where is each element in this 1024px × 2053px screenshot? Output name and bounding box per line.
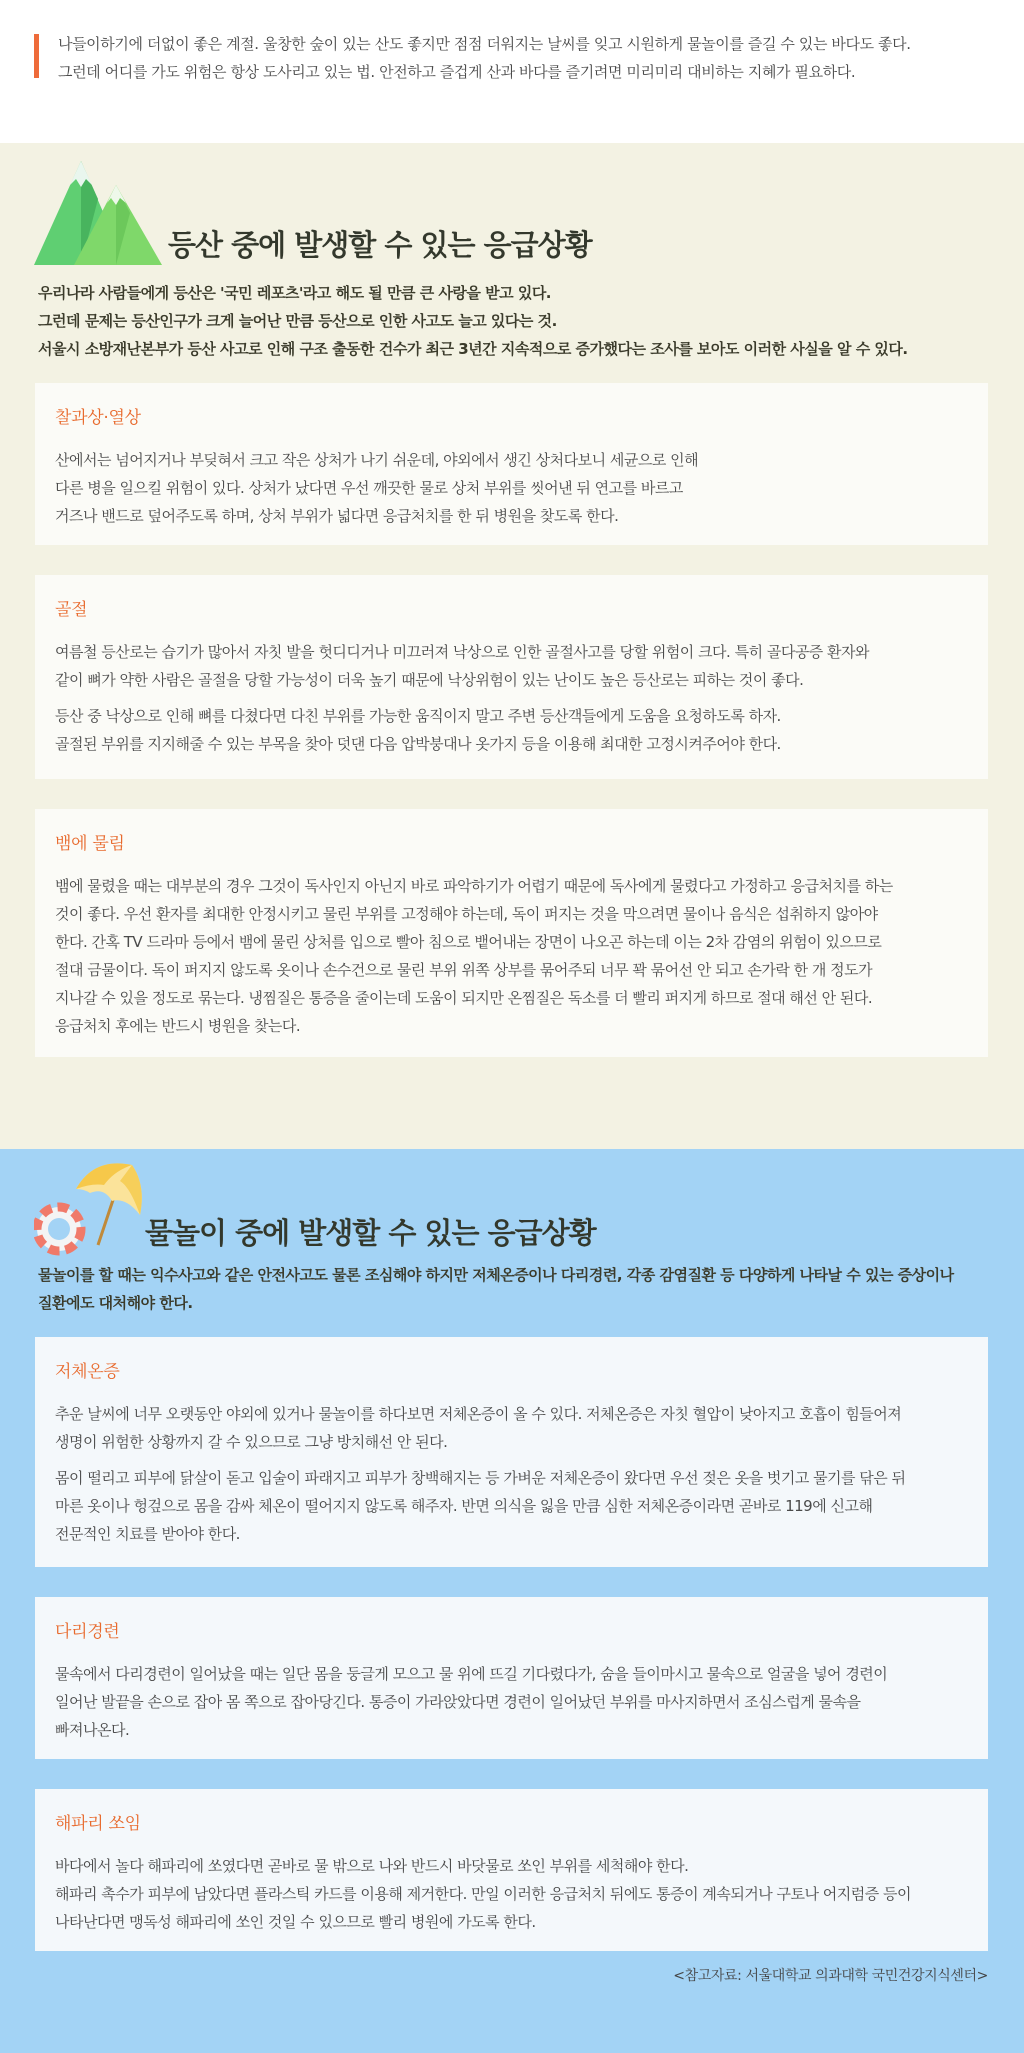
water-desc-line: 질환에도 대처해야 한다. (38, 1294, 193, 1312)
card-abrasion (35, 383, 988, 545)
water-section (0, 1149, 1024, 2053)
card-title: 뱀에 물림 (55, 834, 125, 854)
card-title: 찰과상·열상 (55, 408, 141, 428)
mountain-desc-line: 서울시 소방재난본부가 등산 사고로 인해 구조 출동한 건수가 최근 3년간 지속적으로 증가했다는 조사를 보아도 이러한 사실을 알 수 있다. (38, 340, 908, 358)
water-desc-line: 물놀이를 할 때는 익수사고와 같은 안전사고도 물론 조심해야 하지만 저체온증이나 다리경련, 각종 감염질환 등 다양하게 나타날 수 있는 증상이나 (38, 1266, 954, 1284)
intro-line: 나들이하기에 더없이 좋은 계절. 울창한 숲이 있는 산도 좋지만 점점 더워지는 날씨를 잊고 시원하게 물놀이를 즐길 수 있는 바다도 좋다. (58, 35, 911, 53)
card-jellyfish-sting (35, 1789, 988, 1951)
card-text: 물속에서 다리경련이 일어났을 때는 일단 몸을 둥글게 모으고 물 위에 뜨길 기다렸다가, 숨을 들이마시고 물속으로 얼굴을 넣어 경련이 일어난 발끝을 손으로 잡아 몸 쪽으로 잡아당긴다. 통증이 가라앉았다면 경련이 일어났던 부위를 마사지하면서 조심스럽게 물속을 빠져나온다. (55, 1665, 888, 1739)
card-text: 등산 중 낙상으로 인해 뼈를 다쳤다면 다친 부위를 가능한 움직이지 말고 주변 등산객들에게 도움을 요청하도록 하자. 골절된 부위를 지지해줄 수 있는 부목을 찾아 덧댄 다음 압박붕대나 옷가지 등을 이용해 최대한 고정시켜주어야 한다. (55, 707, 781, 753)
card-leg-cramp (35, 1597, 988, 1759)
mountain-desc-line: 그런데 문제는 등산인구가 크게 늘어난 만큼 등산으로 인한 사고도 늘고 있다는 것. (38, 312, 557, 330)
intro-section (0, 0, 1024, 143)
card-snakebite (35, 809, 988, 1057)
intro-line: 그런데 어디를 가도 위험은 항상 도사리고 있는 법. 안전하고 즐겁게 산과 바다를 즐기려면 미리미리 대비하는 지혜가 필요하다. (58, 63, 856, 81)
card-text: 산에서는 넘어지거나 부딪혀서 크고 작은 상처가 나기 쉬운데, 야외에서 생긴 상처다보니 세균으로 인해 다른 병을 일으킬 위험이 있다. 상처가 났다면 우선 깨끗한 물로 상처 부위를 씻어낸 뒤 연고를 바르고 거즈나 밴드로 덮어주도록 하며, 상처 부위가 넓다면 응급처치를 한 뒤 병원을 찾도록 한다. (55, 451, 699, 525)
card-text: 여름철 등산로는 습기가 많아서 자칫 발을 헛디디거나 미끄러져 낙상으로 인한 골절사고를 당할 위험이 크다. 특히 골다공증 환자와 같이 뼈가 약한 사람은 골절을 당할 가능성이 더욱 높기 때문에 낙상위험이 있는 난이도 높은 등산로는 피하는 것이 좋다. (55, 643, 870, 689)
card-hypothermia (35, 1337, 988, 1567)
beach-umbrella-icon (34, 1157, 154, 1257)
mountain-desc-line: 우리나라 사람들에게 등산은 '국민 레포츠'라고 해도 될 만큼 큰 사랑을 받고 있다. (38, 284, 552, 302)
card-title: 저체온증 (55, 1362, 120, 1382)
card-text: 뱀에 물렸을 때는 대부분의 경우 그것이 독사인지 아닌지 바로 파악하기가 어렵기 때문에 독사에게 물렸다고 가정하고 응급처치를 하는 것이 좋다. 우선 환자를 최대한 안정시키고 물린 부위를 고정해야 하는데, 독이 퍼지는 것을 막으려면 물이나 음식은 섭취하지 않아야 한다. 간혹 TV 드라마 등에서 뱀에 물린 상처를 입으로 빨아 침으로 뱉어내는 장면이 나오곤 하는데 이는 2차 감염의 위험이 있으므로 절대 금물이다. 독이 퍼지지 않도록 옷이나 손수건으로 물린 부위 위쪽 상부를 묶어주되 너무 꽉 묶어선 안 되고 손가락 한 개 정도가 지나갈 수 있을 정도로 묶는다. 냉찜질은 통증을 줄이는데 도움이 되지만 온찜질은 독소를 더 빨리 퍼지게 하므로 절대 해선 안 된다. 응급처치 후에는 반드시 병원을 찾는다. (55, 877, 893, 1035)
mountain-section (0, 143, 1024, 1149)
card-fracture (35, 575, 988, 779)
card-text: 몸이 떨리고 피부에 닭살이 돋고 입술이 파래지고 피부가 창백해지는 등 가벼운 저체온증이 왔다면 우선 젖은 옷을 벗기고 물기를 닦은 뒤 마른 옷이나 헝겊으로 몸을 감싸 체온이 떨어지지 않도록 해주자. 반면 의식을 잃을 만큼 심한 저체온증이라면 곧바로 119에 신고해 전문적인 치료를 받아야 한다. (55, 1469, 906, 1543)
intro-accent-bar (34, 34, 39, 78)
card-text: 바다에서 놀다 해파리에 쏘였다면 곧바로 물 밖으로 나와 반드시 바닷물로 쏘인 부위를 세척해야 한다. 해파리 촉수가 피부에 남았다면 플라스틱 카드를 이용해 제거한다. 만일 이러한 응급처치 뒤에도 통증이 계속되거나 구토나 어지럼증 등이 나타난다면 맹독성 해파리에 쏘인 것일 수 있으므로 빨리 병원에 가도록 한다. (55, 1857, 912, 1931)
source-reference: <참고자료: 서울대학교 의과대학 국민건강지식센터> (673, 1968, 988, 1984)
mountain-icon (34, 153, 164, 268)
card-title: 다리경련 (55, 1622, 120, 1642)
card-title: 해파리 쏘임 (55, 1814, 141, 1834)
card-title: 골절 (55, 600, 88, 620)
water-section-title: 물놀이 중에 발생할 수 있는 응급상황 (145, 1216, 596, 1250)
mountain-section-title: 등산 중에 발생할 수 있는 응급상황 (168, 228, 592, 262)
card-text: 추운 날씨에 너무 오랫동안 야외에 있거나 물놀이를 하다보면 저체온증이 올 수 있다. 저체온증은 자칫 혈압이 낮아지고 호흡이 힘들어져 생명이 위험한 상황까지 갈 수 있으므로 그냥 방치해선 안 된다. (55, 1405, 902, 1451)
